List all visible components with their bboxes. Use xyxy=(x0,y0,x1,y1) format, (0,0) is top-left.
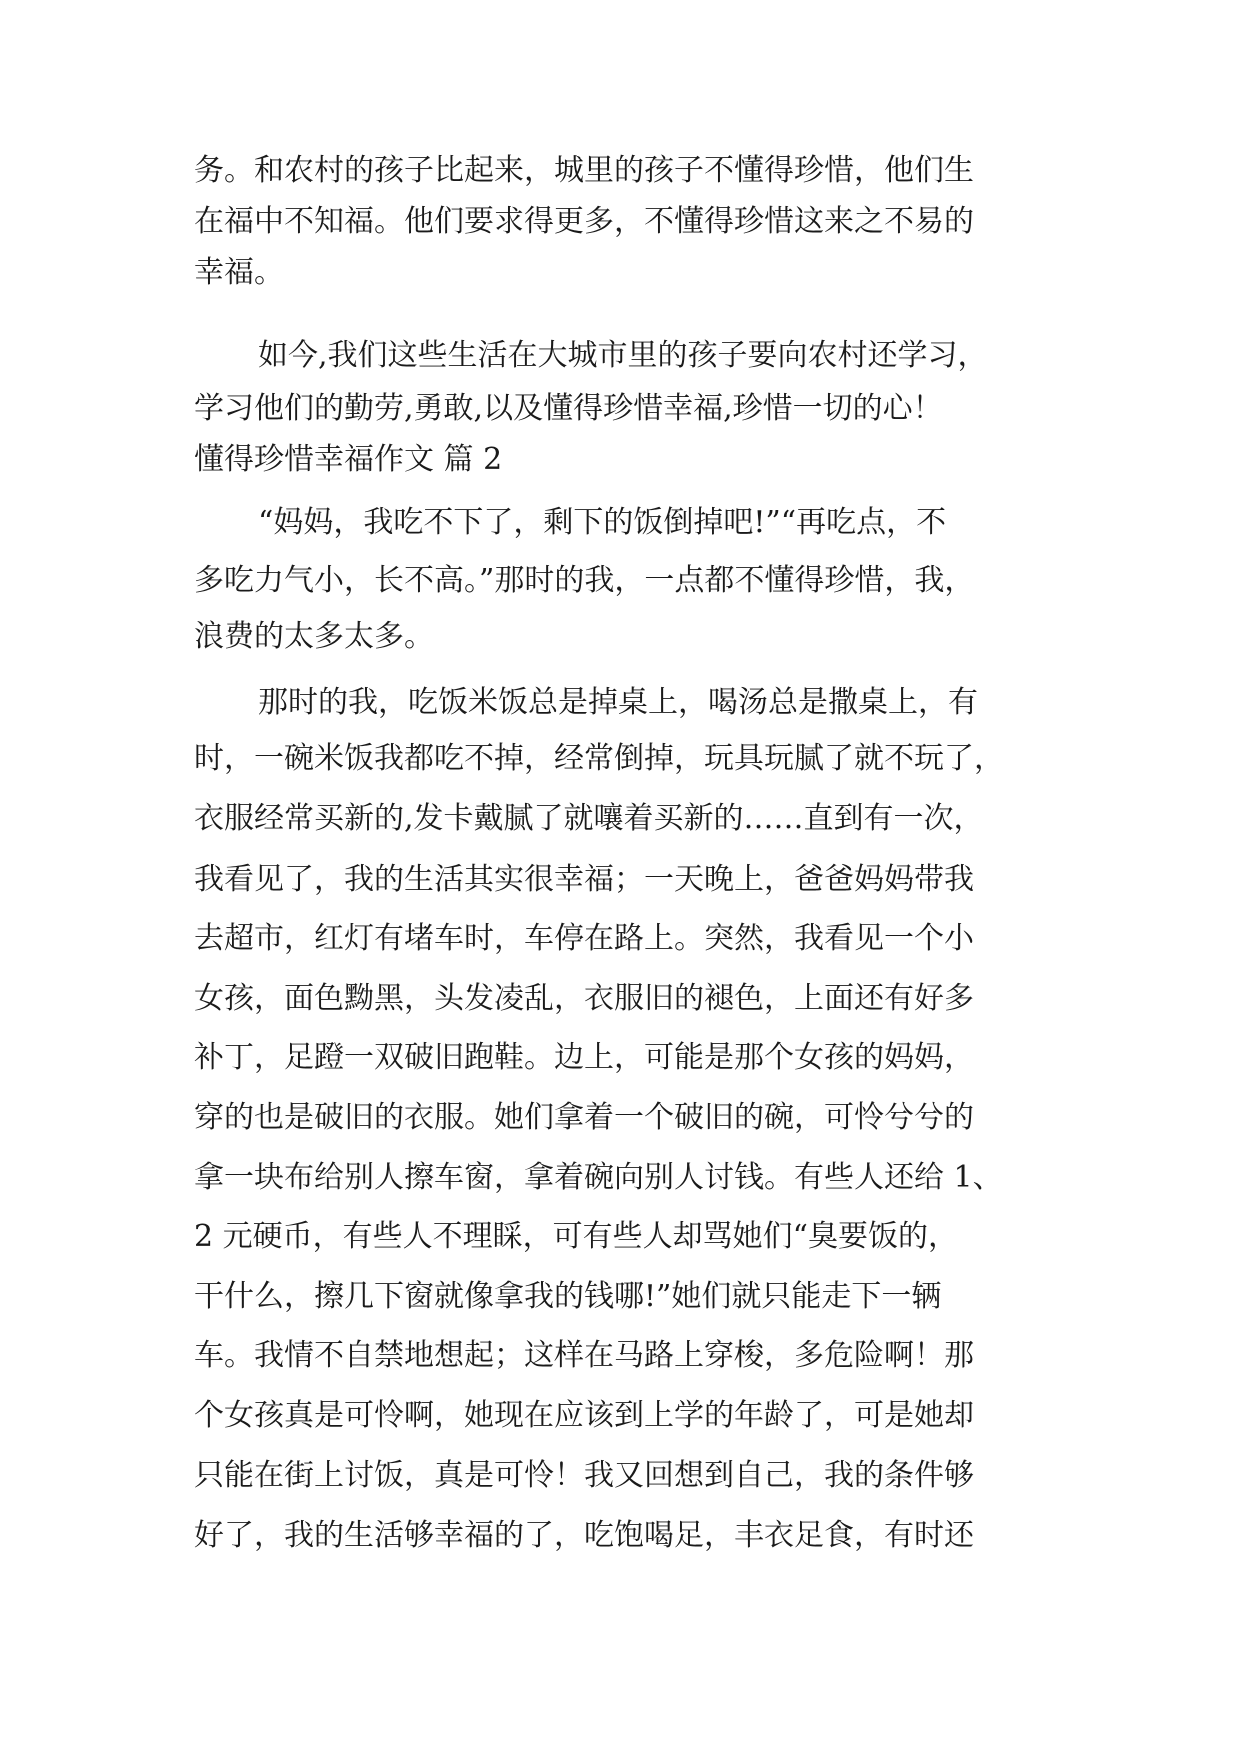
paragraph-line: 幸福。 xyxy=(194,255,284,290)
paragraph-line: 补丁，足蹬一双破旧跑鞋。边上，可能是那个女孩的妈妈， xyxy=(194,1040,974,1075)
paragraph-line: 拿一块布给别人擦车窗，拿着碗向别人讨钱。有些人还给 1、 xyxy=(194,1160,1003,1195)
paragraph-line: 衣服经常买新的,发卡戴腻了就嚷着买新的……直到有一次， xyxy=(194,801,984,836)
paragraph-line: 多吃力气小，长不高。”那时的我，一点都不懂得珍惜，我， xyxy=(194,563,975,598)
paragraph-line: 学习他们的勤劳,勇敢,以及懂得珍惜幸福,珍惜一切的心！ xyxy=(194,391,943,426)
paragraph-line: 如今,我们这些生活在大城市里的孩子要向农村还学习， xyxy=(258,338,988,373)
paragraph-line: 去超市，红灯有堵车时，车停在路上。突然，我看见一个小 xyxy=(194,921,974,956)
paragraph-line: 务。和农村的孩子比起来，城里的孩子不懂得珍惜，他们生 xyxy=(194,153,974,188)
paragraph-line: 个女孩真是可怜啊，她现在应该到上学的年龄了，可是她却 xyxy=(194,1398,974,1433)
section-heading: 懂得珍惜幸福作文 篇 2 xyxy=(194,442,503,477)
paragraph-line: 浪费的太多太多。 xyxy=(194,619,434,654)
paragraph-line: 穿的也是破旧的衣服。她们拿着一个破旧的碗，可怜兮兮的 xyxy=(194,1100,974,1135)
paragraph-line: 时，一碗米饭我都吃不掉，经常倒掉，玩具玩腻了就不玩了， xyxy=(194,741,1004,776)
paragraph-line: 车。我情不自禁地想起；这样在马路上穿梭，多危险啊！那 xyxy=(194,1338,974,1373)
paragraph-line: 只能在街上讨饭，真是可怜！我又回想到自己，我的条件够 xyxy=(194,1458,974,1493)
paragraph-line: 干什么，擦几下窗就像拿我的钱哪!”她们就只能走下一辆 xyxy=(194,1279,942,1314)
paragraph-line: 好了，我的生活够幸福的了，吃饱喝足，丰衣足食，有时还 xyxy=(194,1518,974,1553)
paragraph-line: 2 元硬币，有些人不理睬，可有些人却骂她们“臭要饭的， xyxy=(194,1219,958,1254)
paragraph-line: “妈妈，我吃不下了，剩下的饭倒掉吧!”“再吃点，不 xyxy=(258,505,947,540)
paragraph-line: 在福中不知福。他们要求得更多，不懂得珍惜这来之不易的 xyxy=(194,204,974,239)
paragraph-line: 我看见了，我的生活其实很幸福；一天晚上，爸爸妈妈带我 xyxy=(194,862,974,897)
paragraph-line: 女孩，面色黝黑，头发凌乱，衣服旧的褪色，上面还有好多 xyxy=(194,981,974,1016)
paragraph-line: 那时的我，吃饭米饭总是掉桌上，喝汤总是撒桌上，有 xyxy=(258,685,978,720)
